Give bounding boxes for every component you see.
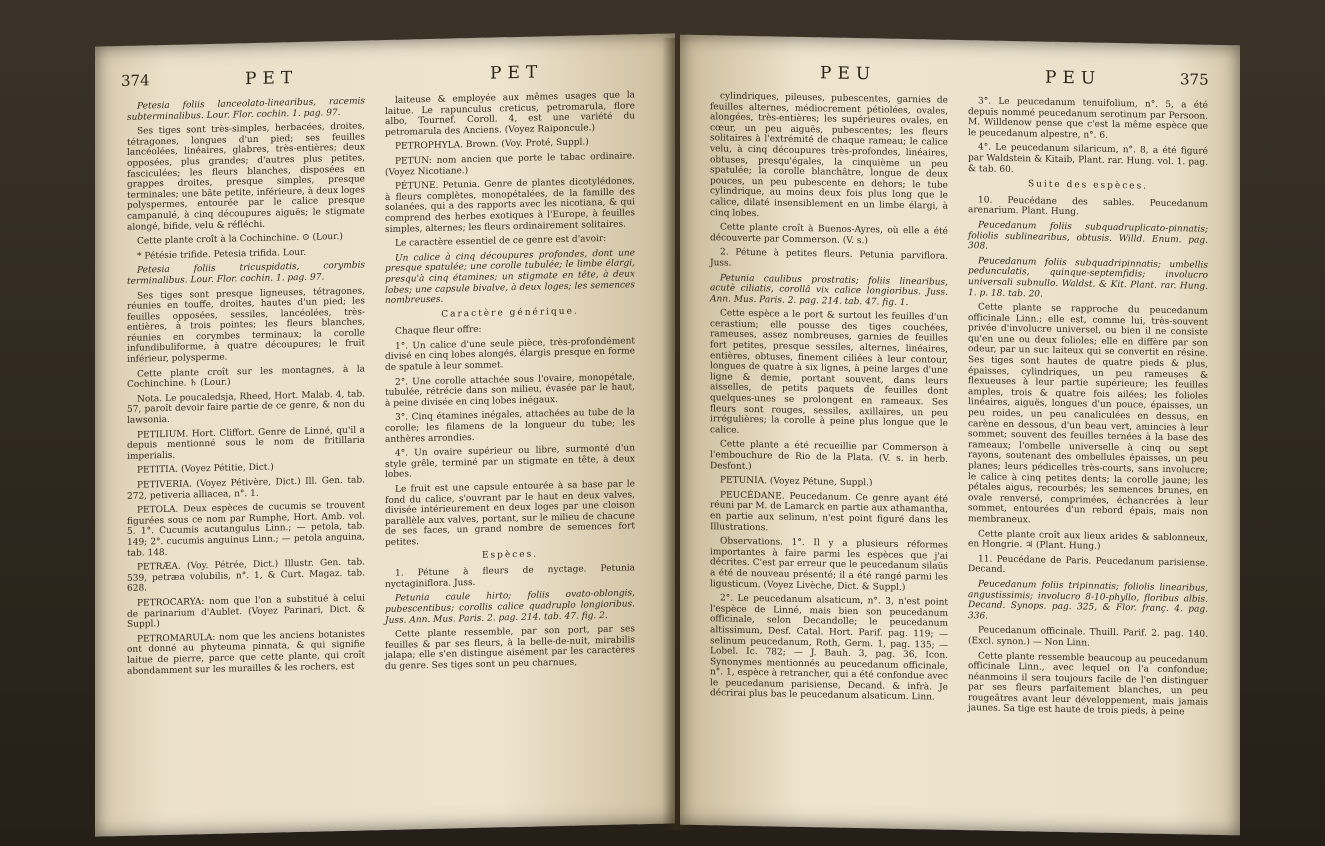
page-number: 375	[1180, 70, 1209, 89]
paragraph: Cette plante croît aux lieux arides & sablonneux, en Hongrie. ♃ (Plant. Hung.)	[968, 528, 1208, 552]
page-number: 374	[121, 71, 150, 90]
paragraph: 4°. Le peucedanum silaricum, n°. 8, a été figuré par Waldstein & Kitaib, Plant. rar. Hung. vol. 1. pag. & tab. 60.	[968, 142, 1208, 175]
paragraph: Cette plante ressemble, par son port, par ses feuilles & par ses fleurs, à la belle-de-nuit, mirabilis jalapa; elle s'en distingue aisément par les caractères du genre. Ses tiges sont un peu charnues,	[385, 624, 635, 672]
running-head: PEU	[820, 63, 877, 85]
paragraph: Cette plante croît sur les montagnes, à la Cochinchine. ♄ (Lour.)	[127, 364, 365, 391]
paragraph: cylindriques, pileuses, pubescentes, garnies de feuilles alternes, médiocrement pétiolées, ovales, alongées, très-entières; les supérieures ovales, en cœur, un peu aiguës, pubescentes; les fleurs solitaires à l'extrémité de chaque rameau; le calice velu, à cinq découpures très-profondes, linéaires, obtuses, presqu'égales, la cinquième un peu spatulée; la corolle blanchâtre, longue de deux pouces, un peu pubescente en dehors; le tube cylindrique, au moins deux fois plus long que le calice, dilaté insensiblement en un limbe élargi, à cinq lobes.	[710, 91, 948, 219]
paragraph: PETILIUM. Hort. Cliffort. Genre de Linné, qu'il a depuis mentionné sous le nom de fritillaria imperialis.	[127, 425, 365, 462]
paragraph: Peucedanum officinale. Thuill. Parif. 2. pag. 140. (Excl. synon.) — Non Linn.	[968, 625, 1208, 649]
paragraph: Cette plante ressemble beaucoup au peucedanum officinale Linn., avec lequel on l'a confondue; néanmoins il sera toujours facile de l'en distinguer par ses fleurs parfaitement blanches, un peu rougeâtres avant leur développement, mais jamais jaunes. Sa tige est haute de trois pieds, à peine	[968, 650, 1208, 718]
paragraph: 3°. Cinq étamines inégales, attachées au tube de la corolle; les filamens de la longueur du tube; les anthères arrondies.	[385, 407, 635, 445]
text-column-1	[127, 96, 365, 680]
paragraph: Petesia foliis lanceolato-linearibus, racemis subterminalibus. Lour. Flor. cochin. 1. pag. 97.	[127, 96, 365, 123]
paragraph: PETUNIA. (Voyez Pétune, Suppl.)	[720, 475, 873, 489]
paragraph: Chaque fleur offre:	[395, 325, 482, 338]
paragraph: Un calice à cinq découpures profondes, dont une presque spatulée; une corolle tubulée; le limbe élargi, presqu'à cinq étamines; un stigmate en tête, à deux lobes; une capsule bivalve, à deux loges; les semences nombreuses.	[385, 248, 635, 307]
right-page	[680, 35, 1240, 836]
paragraph: Observations. 1°. Il y a plusieurs réformes importantes à faire parmi les espèces que j'ai décrites. C'est par erreur que le peucedanum silaüs a été de nouveau présenté; il a été rangé parmi les ligusticum. (Voyez Livèche, Dict. & Suppl.)	[710, 536, 948, 593]
paragraph: PETIVERIA. (Voyez Pétivère, Dict.) Ill. Gen. tab. 272, petiveria alliacea, n°. 1.	[127, 475, 365, 502]
paragraph: PETROPHYLA. Brown. (Voy. Proté, Suppl.)	[395, 137, 589, 153]
paragraph: laiteuse & employée aux mêmes usages que la laitue. Le rapunculus creticus, petromarula, flore albo, Tournef. Coroll. 4, est une variété du petromarula des Anciens. (Voyez Raiponcule.)	[385, 90, 635, 138]
paragraph: Le fruit est une capsule entourée à sa base par le fond du calice, s'ouvrant par le haut en deux valves, divisée intérieurement en deux loges par une cloison parallèle aux valves, portant, sur le milieu de chacune de ses faces, un grand nombre de semences fort petites.	[385, 479, 635, 548]
section-heading: Espèces.	[481, 549, 539, 561]
paragraph: PETRÆA. (Voy. Pétrée, Dict.) Illustr. Gen. tab. 539, petræa volubilis, n°. 1, & Curt. Magaz. tab. 628.	[127, 557, 365, 595]
section-heading: Caractère générique.	[441, 306, 579, 320]
paragraph: Cette plante a été recueillie par Commerson à l'embouchure de Rio de la Plata. (V. s. in herb. Desfont.)	[710, 439, 948, 472]
paragraph: Cette plante croît à Buenos-Ayres, où elle a été découverte par Commerson. (V. s.)	[710, 222, 948, 246]
paragraph: Nota. Le poucaledsja, Rheed, Hort. Malab. 4, tab. 57, paroît devoir faire partie de ce genre, & non du lawsonia.	[127, 389, 365, 426]
text-column-1	[710, 91, 948, 708]
paragraph: 2. Pétune à petites fleurs. Petunia parviflora. Juss.	[710, 247, 948, 269]
right-page-header	[680, 61, 1240, 96]
paragraph: * Pétésie trifide. Petesia trifida. Lour.	[137, 247, 307, 262]
text-column-2	[385, 90, 635, 676]
paragraph: Peucedanum foliis subquadripinnatis; umbellis pedunculatis, quinque-septemfidis; involucro universali subnullo. Waldst. & Kit. Plant. rar. Hung. 1. p. 18. tab. 20.	[968, 256, 1208, 300]
paragraph: Ses tiges sont très-simples, herbacées, droites, tétragones, longues d'un pied; ses feuilles lancéolées, linéaires, glabres, très-entières; deux opposées, plus grandes; d'autres plus petites, fasciculées; les fleurs blanches, disposées en grappes droites, presque simples, presque terminales; une bâte petite, inférieure, à deux loges polyspermes, entourée par le calice presque campanulé, à cinq découpures aiguës; le stigmate alongé, bifide, velu & réfléchi.	[127, 121, 365, 233]
running-head: PET	[245, 67, 299, 90]
paragraph: Peucedanum foliis subquadruplicato-pinnatis; foliolis sublinearibus, obtusis. Willd. Enum. pag. 308.	[968, 220, 1208, 252]
paragraph: Petunia caulibus prostratis; foliis linearibus, acutè ciliatis, corollâ vix calice longioribus. Juss. Ann. Mus. Paris. 2. pag. 214. tab. 47. fig. 1.	[710, 272, 948, 308]
paragraph: Petesia foliis tricuspidatis, corymbis terminalibus. Lour. Flor. cochin. 1. pag. 97.	[127, 260, 365, 287]
paragraph: Petunia caule hirto; foliis ovato-oblongis, pubescentibus; corollis calice quadruplo longioribus. Juss. Ann. Mus. Paris. 2. pag. 214. tab. 47. fig. 2.	[385, 588, 635, 626]
paragraph: 4°. Un ovaire supérieur ou libre, surmonté d'un style grêle, terminé par un stigmate en tête, à deux lobes.	[385, 443, 635, 481]
paragraph: 1. Pétune à fleurs de nyctage. Petunia nyctaginiflora. Juss.	[385, 563, 635, 590]
paragraph: PETROCARYA: nom que l'on a substitué à celui de parinarium d'Aublet. (Voyez Parinari, Dict. & Suppl.)	[127, 593, 365, 630]
running-head: PEU	[1045, 67, 1102, 89]
paragraph: PÉTUNE. Petunia. Genre de plantes dicotylédones, à fleurs complètes, monopétalées, de la famille des solanées, qui a des rapports avec les nicotiana, & qui comprend des herbes exotiques à l'Europe, à feuilles simples, alternes; les fleurs ordinairement solitaires.	[385, 176, 635, 235]
paragraph: 1°. Un calice d'une seule pièce, très-profondément divisé en cinq lobes alongés, élargis presque en forme de spatule à leur sommet.	[385, 336, 635, 374]
left-page	[95, 33, 675, 836]
paragraph: PEUCÉDANE. Peucedanum. Ce genre ayant été réuni par M. de Lamarck en partie aux athamantha, en partie aux selinum, n'est point figuré dans les Illustrations.	[710, 490, 948, 533]
paragraph: 2°. Une corolle attachée sous l'ovaire, monopétale, tubulée, rétrécie dans son milieu, évasée par le haut, à peine divisée en cinq lobes inégaux.	[385, 371, 635, 409]
paragraph: PETITIA. (Voyez Pétitie, Dict.)	[137, 462, 274, 477]
running-head: PET	[490, 62, 544, 84]
paragraph: 11. Peucédane de Paris. Peucedanum parisiense. Decand.	[968, 554, 1208, 576]
paragraph: 10. Peucédane des sables. Peucedanum arenarium. Plant. Hung.	[968, 195, 1208, 218]
section-heading: Suite des espèces.	[1027, 179, 1149, 192]
paragraph: 2°. Le peucedanum alsaticum, n°. 3, n'est point l'espèce de Linné, mais bien son peucedanum officinale, selon Decandolle; le peucedanum altissimum, Desf. Catal. Hort. Parif. pag. 119; — selinum peucedanum, Roth, Germ. 1, pag. 135; — Lobel. Ic. 782; — J. Bauh. 3, pag. 36, Icon. Synonymes mentionnés au peucedanum officinale, n°. 1, espèce à retrancher, qui a été confondue avec le peucedanum parisiense, Decand. & infrà. Je décrirai plus bas le peucedanum alsaticum. Linn.	[710, 593, 948, 703]
paragraph: Cette plante croît à la Cochinchine. ⊙ (Lour.)	[137, 232, 343, 247]
text-column-2	[968, 96, 1208, 723]
paragraph: Peucedanum foliis tripinnatis; foliolis linearibus, angustissimis; involucro 8-10-phyllo, floribus albis. Decand. Synops. pag. 325, & Flor. franç. 4. pag. 336.	[968, 579, 1208, 622]
paragraph: Le caractère essentiel de ce genre est d'avoir:	[395, 234, 607, 249]
paragraph: 3°. Le peucedanum tenuifolium, n°. 5, a été depuis nommé peucedanum serotinum par Persoon. M. Willdenow pense que c'est la même espèce que le peucedanum alpestre, n°. 6.	[968, 96, 1208, 141]
paragraph: PETUN: nom ancien que porte le tabac ordinaire. (Voyez Nicotiane.)	[385, 151, 635, 178]
paragraph: PETROMARULA: nom que les anciens botanistes ont donné au phyteuma pinnata, & qui signifie laitue de pierre, parce que cette plante, qui croît abondamment sur les murailles & les rochers, est	[127, 629, 365, 677]
paragraph: Cette espèce a le port & surtout les feuilles d'un cerastium; elle pousse des tiges couchées, rameuses, assez nombreuses, garnies de feuilles fort petites, presque sessiles, alternes, linéaires, entières, obtuses, finement ciliées à leur contour, longues de quatre à six lignes, à peine larges d'une ligne & demie, portant souvent, dans leurs aisselles, de petits paquets de feuilles dont quelques-unes se prolongent en rameaux. Ses fleurs sont rouges, sessiles, axillaires, un peu irrégulières; la corolle à peine plus longue que le calice.	[710, 308, 948, 436]
paragraph: PETOLA. Deux espèces de cucumis se trouvent figurées sous ce nom par Rumphe, Hort. Amb. vol. 5. 1°. Cucumis acutangulus Linn.; — petola, tab. 149; 2°. cucumis anguinus Linn.; — petola anguina, tab. 148.	[127, 500, 365, 559]
paragraph: Cette plante se rapproche du peucedanum officinale Linn.; elle est, comme lui, très-souvent privée d'involucre universel, ou bien il ne consiste qu'en une ou deux folioles; elle en diffère par son odeur, par un suc laiteux qui se convertit en résine. Ses tiges sont hautes de quatre pieds & plus, épaisses, cylindriques, un peu rameuses & flexueuses à leur partie supérieure; les feuilles amples, trois & quatre fois ailées; les folioles linéaires, aiguës, longues d'un pouce, épaisses, un peu roides, un peu canaliculées en dessus, en carène en dessous, d'un beau vert, amincies à leur sommet; souvent des feuilles ternées à la base des rameaux; l'ombelle universelle à cinq ou sept rayons, soutenant des ombellules épaisses, un peu planes; leurs pédicelles très-courts, sans involucre; le calice à cinq petites dents; la corolle jaune; les pétales aigus, recourbés; les semences brunes, en ovale renversé, comprimées, échancrées à leur sommet, entourées d'un rebord épais, mais non membraneux.	[968, 302, 1208, 526]
paragraph: Ses tiges sont presque ligneuses, tétragones, réunies en touffe, droites, hautes d'un pied; les feuilles opposées, sessiles, lancéolées, très-entières, à trois pointes; les fleurs blanches, réunies en corymbes terminaux; la corolle infundibuliforme, à quatre découpures; le fruit inférieur, polysperme.	[127, 285, 365, 365]
